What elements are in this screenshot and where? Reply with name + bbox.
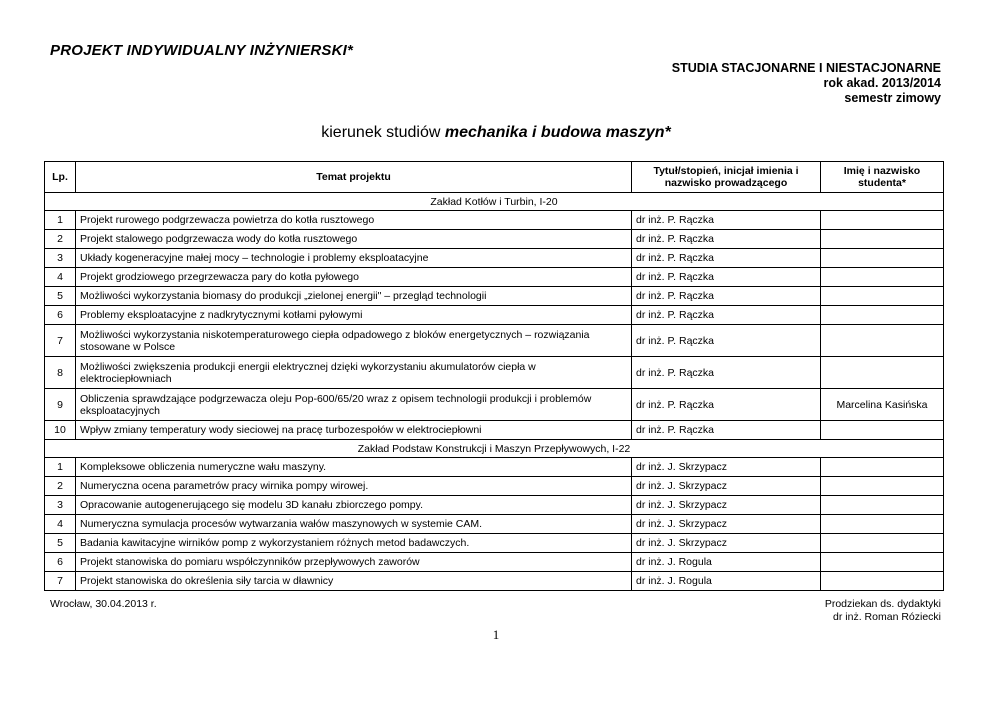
row-topic: Projekt stanowiska do pomiaru współczynników przepływowych zaworów: [76, 553, 632, 572]
row-supervisor: dr inż. P. Rączka: [632, 211, 821, 230]
row-supervisor: dr inż. P. Rączka: [632, 249, 821, 268]
row-lp: 6: [45, 553, 76, 572]
row-supervisor: dr inż. J. Skrzypacz: [632, 515, 821, 534]
row-lp: 9: [45, 389, 76, 421]
field-prefix: kierunek studiów: [321, 124, 441, 141]
row-student: [821, 287, 944, 306]
row-student: [821, 211, 944, 230]
row-topic: Wpływ zmiany temperatury wody sieciowej na pracę turbozespołów w elektrociepłowni: [76, 421, 632, 440]
row-lp: 1: [45, 211, 76, 230]
row-supervisor: dr inż. P. Rączka: [632, 325, 821, 357]
table-row: [45, 325, 944, 357]
row-student: [821, 515, 944, 534]
row-topic: Możliwości zwiększenia produkcji energii elektrycznej dzięki wykorzystaniu akumulatorów ciepła w elektrociepłowniach: [76, 357, 632, 389]
header-topic: Temat projektu: [76, 162, 632, 193]
signatory-role: Prodziekan ds. dydaktyki: [824, 598, 941, 610]
row-topic: Układy kogeneracyjne małej mocy – technologie i problemy eksploatacyjne: [76, 249, 632, 268]
row-student: [821, 325, 944, 357]
page-number: 1: [492, 627, 500, 642]
table-row: [45, 496, 944, 515]
row-lp: 8: [45, 357, 76, 389]
row-supervisor: dr inż. P. Rączka: [632, 287, 821, 306]
row-lp: 5: [45, 534, 76, 553]
department-row: [45, 193, 944, 211]
row-topic: Możliwości wykorzystania biomasy do produkcji „zielonej energii" – przegląd technologii: [76, 287, 632, 306]
row-student: [821, 421, 944, 440]
row-student: [821, 477, 944, 496]
header-lp: Lp.: [45, 162, 76, 193]
table-row: [45, 306, 944, 325]
row-student: Marcelina Kasińska: [821, 389, 944, 421]
row-topic: Kompleksowe obliczenia numeryczne wału maszyny.: [76, 458, 632, 477]
table-row: [45, 249, 944, 268]
department-row: [45, 440, 944, 458]
row-supervisor: dr inż. J. Skrzypacz: [632, 458, 821, 477]
row-lp: 3: [45, 249, 76, 268]
table-row: [45, 230, 944, 249]
row-supervisor: dr inż. J. Rogula: [632, 572, 821, 591]
table-row: [45, 421, 944, 440]
table-row: [45, 534, 944, 553]
row-topic: Projekt rurowego podgrzewacza powietrza do kotła rusztowego: [76, 211, 632, 230]
row-student: [821, 534, 944, 553]
row-supervisor: dr inż. P. Rączka: [632, 230, 821, 249]
row-supervisor: dr inż. J. Skrzypacz: [632, 477, 821, 496]
row-lp: 10: [45, 421, 76, 440]
row-student: [821, 230, 944, 249]
row-supervisor: dr inż. P. Rączka: [632, 357, 821, 389]
row-lp: 4: [45, 515, 76, 534]
table-row: [45, 211, 944, 230]
row-topic: Projekt stalowego podgrzewacza wody do kotła rusztowego: [76, 230, 632, 249]
table-row: [45, 553, 944, 572]
row-topic: Możliwości wykorzystania niskotemperaturowego ciepła odpadowego z bloków energetycznych – rozwiązania stosowane w Polsce: [76, 325, 632, 357]
row-topic: Projekt grodziowego przegrzewacza pary do kotła pyłowego: [76, 268, 632, 287]
row-student: [821, 268, 944, 287]
table-row: [45, 389, 944, 421]
place-date: Wrocław, 30.04.2013 r.: [50, 598, 157, 610]
table-row: [45, 515, 944, 534]
academic-year: rok akad. 2013/2014: [823, 76, 941, 90]
table-row: [45, 572, 944, 591]
row-supervisor: dr inż. P. Rączka: [632, 389, 821, 421]
row-student: [821, 357, 944, 389]
row-lp: 5: [45, 287, 76, 306]
row-lp: 2: [45, 477, 76, 496]
row-supervisor: dr inż. J. Rogula: [632, 553, 821, 572]
row-lp: 1: [45, 458, 76, 477]
department-name: Zakład Kotłów i Turbin, I-20: [45, 193, 944, 211]
field-name: mechanika i budowa maszyn*: [444, 124, 671, 141]
row-lp: 7: [45, 325, 76, 357]
department-name: Zakład Podstaw Konstrukcji i Maszyn Przepływowych, I-22: [45, 440, 944, 458]
signature-block: [825, 598, 941, 624]
table-row: [45, 477, 944, 496]
table-row: [45, 458, 944, 477]
row-lp: 3: [45, 496, 76, 515]
table-row: [45, 287, 944, 306]
table-header-row: [45, 162, 944, 193]
header-supervisor: Tytuł/stopień, inicjał imienia i nazwisko prowadzącego: [632, 162, 821, 193]
row-topic: Badania kawitacyjne wirników pomp z wykorzystaniem różnych metod badawczych.: [76, 534, 632, 553]
projects-table: [44, 161, 944, 591]
row-supervisor: dr inż. J. Skrzypacz: [632, 496, 821, 515]
row-supervisor: dr inż. P. Rączka: [632, 421, 821, 440]
field-of-study: [0, 124, 992, 142]
study-info: [672, 61, 941, 106]
row-student: [821, 496, 944, 515]
signatory-name: dr inż. Roman Róziecki: [833, 611, 941, 623]
row-topic: Problemy eksploatacyjne z nadkrytycznymi kotłami pyłowymi: [76, 306, 632, 325]
row-lp: 7: [45, 572, 76, 591]
row-student: [821, 306, 944, 325]
table-row: [45, 357, 944, 389]
row-topic: Numeryczna symulacja procesów wytwarzania wałów maszynowych w systemie CAM.: [76, 515, 632, 534]
row-student: [821, 553, 944, 572]
row-lp: 2: [45, 230, 76, 249]
row-supervisor: dr inż. J. Skrzypacz: [632, 534, 821, 553]
row-student: [821, 458, 944, 477]
header-student: Imię i nazwisko studenta*: [821, 162, 944, 193]
row-supervisor: dr inż. P. Rączka: [632, 306, 821, 325]
row-student: [821, 249, 944, 268]
row-student: [821, 572, 944, 591]
row-topic: Projekt stanowiska do określenia siły tarcia w dławnicy: [76, 572, 632, 591]
document-title: PROJEKT INDYWIDUALNY INŻYNIERSKI*: [50, 42, 354, 59]
row-supervisor: dr inż. P. Rączka: [632, 268, 821, 287]
row-topic: Opracowanie autogenerującego się modelu 3D kanału zbiorczego pompy.: [76, 496, 632, 515]
row-lp: 4: [45, 268, 76, 287]
study-mode: STUDIA STACJONARNE I NIESTACJONARNE: [671, 61, 941, 75]
row-lp: 6: [45, 306, 76, 325]
semester: semestr zimowy: [844, 91, 941, 105]
row-topic: Obliczenia sprawdzające podgrzewacza oleju Pop-600/65/20 wraz z opisem technologii produkcji i problemów eksploatacyjnych: [76, 389, 632, 421]
row-topic: Numeryczna ocena parametrów pracy wirnika pompy wirowej.: [76, 477, 632, 496]
table-row: [45, 268, 944, 287]
